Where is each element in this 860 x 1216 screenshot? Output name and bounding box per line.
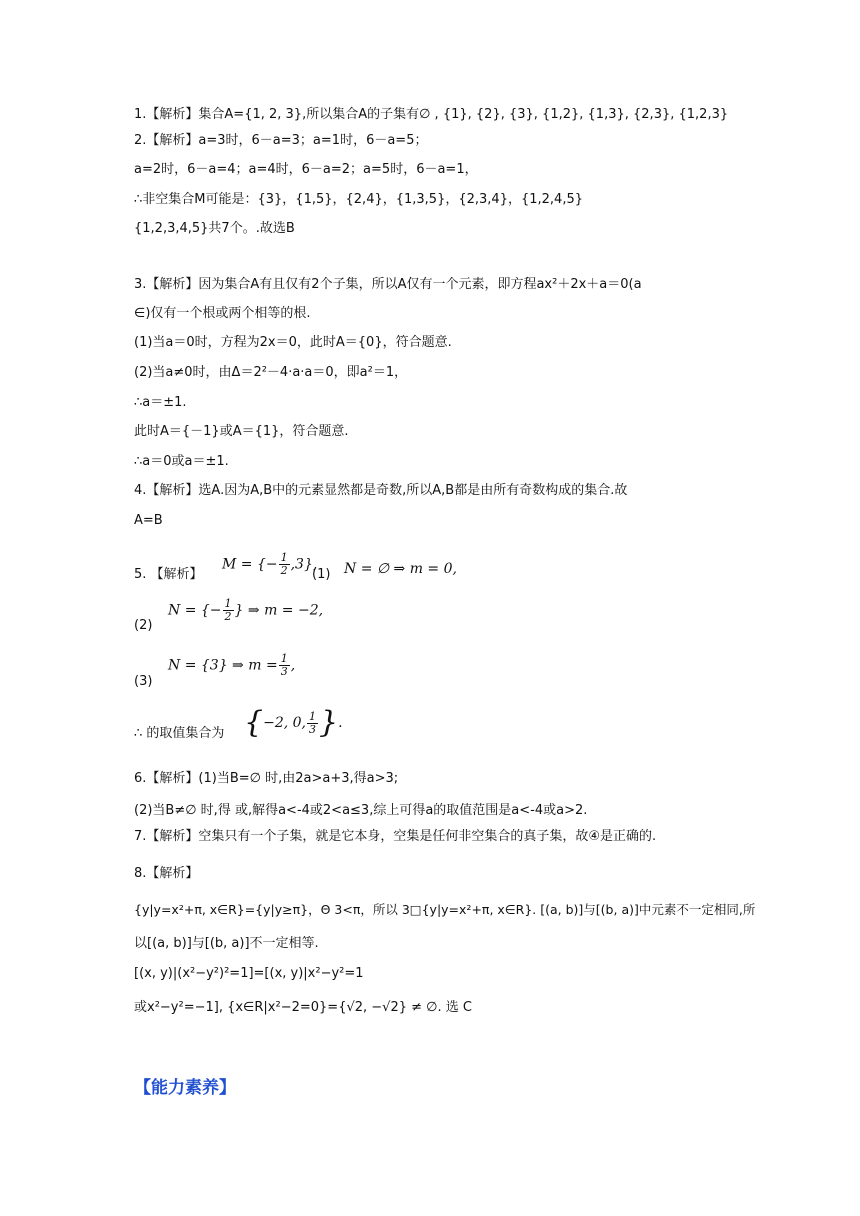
q2-line-2: a=2时，6－a=4；a=4时，6－a=2；a=5时，6－a=1，: [134, 162, 478, 177]
q5-result-set: {−2, 0, $\frac{1}{3}$ }.: [244, 705, 343, 740]
q5-label: 5. 【解析】: [134, 567, 203, 582]
q5-part2-expr: N = {− $\frac{1}{2}$ } ⇒ m = −2,: [168, 597, 324, 623]
q4-line-2: A=B: [134, 513, 163, 528]
q5-conclusion: ∴ 的取值集合为: [134, 726, 225, 741]
q8-line-3: 以[(a, b)]与[(b, a)]不一定相等.: [134, 936, 319, 951]
left-brace-icon: {: [244, 705, 264, 740]
q5-part3-expr: N = {3} ⇒ m = $\frac{1}{3}$ ,: [168, 652, 296, 678]
q5-m-fraction: $\frac{1}{2}$: [280, 551, 288, 577]
q5-set-fraction: $\frac{1}{3}$: [309, 709, 316, 736]
q2-line-1: 2.【解析】a=3时，6－a=3；a=1时，6－a=5；: [134, 133, 428, 148]
q4-line-1: 4.【解析】选A.因为A,B中的元素显然都是奇数,所以A,B都是由所有奇数构成的集合.故: [134, 483, 628, 498]
q6-line-1: 6.【解析】(1)当B=∅ 时,由2a>a+3,得a>3;: [134, 771, 399, 786]
q5-part1-expr: N = ∅ ⇒ m = 0,: [344, 561, 457, 577]
q3-line-2: ∈)仅有一个根或两个相等的根.: [134, 306, 311, 321]
q8-line-4: [(x, y)|(x²−y²)²=1]=[(x, y)|x²−y²=1: [134, 966, 364, 981]
q3-line-7: ∴a＝0或a＝±1.: [134, 454, 229, 469]
q2-line-3: ∴非空集合M可能是：{3}，{1,5}，{2,4}，{1,3,5}，{2,3,4}，{1,2,4,5}: [134, 192, 583, 207]
q5-p3-fraction: $\frac{1}{3}$: [280, 652, 288, 678]
q8-line-5: 或x²−y²=−1], {x∈R|x²−2=0}={√2, −√2} ≠ ∅. 选 C: [134, 1000, 472, 1015]
q5-part2-label: (2): [134, 618, 153, 633]
q5-set-m: M = {− $\frac{1}{2}$ ,3},: [222, 551, 318, 577]
q3-line-6: 此时A＝{－1}或A＝{1}，符合题意.: [134, 424, 349, 439]
q5-p2-fraction: $\frac{1}{2}$: [224, 597, 232, 623]
q5-part1-label: (1): [312, 567, 331, 582]
q7-line-1: 7.【解析】空集只有一个子集，就是它本身，空集是任何非空集合的真子集，故④是正确的.: [134, 829, 657, 844]
q6-line-2: (2)当B≠∅ 时,得 或,解得a<-4或2<a≤3,综上可得a的取值范围是a<-4或a>2.: [134, 803, 588, 818]
q3-line-4: (2)当a≠0时，由Δ＝2²－4·a·a＝0，即a²＝1，: [134, 365, 408, 380]
q3-line-1: 3.【解析】因为集合A有且仅有2个子集，所以A仅有一个元素，即方程ax²＋2x＋a＝0(a: [134, 277, 642, 292]
q1-line: 1.【解析】集合A={1, 2, 3},所以集合A的子集有∅ , {1}, {2}, {3}, {1,2}, {1,3}, {2,3}, {1,2,3}: [134, 107, 729, 122]
q5-part3-label: (3): [134, 674, 153, 689]
section-heading: 【能力素养】: [134, 1078, 236, 1098]
q3-line-5: ∴a＝±1.: [134, 395, 187, 410]
q3-line-3: (1)当a＝0时，方程为2x＝0，此时A＝{0}，符合题意.: [134, 335, 452, 350]
q2-line-4: {1,2,3,4,5}共7个。.故选B: [134, 221, 295, 236]
q8-line-1: 8.【解析】: [134, 866, 199, 881]
right-brace-icon: }: [319, 705, 339, 740]
q8-line-2: {y|y=x²+π, x∈R}={y|y≥π}，Θ 3<π，所以 3□{y|y=x²+π, x∈R}. [(a, b)]与[(b, a)]中元素不一定相同,所: [134, 902, 756, 917]
